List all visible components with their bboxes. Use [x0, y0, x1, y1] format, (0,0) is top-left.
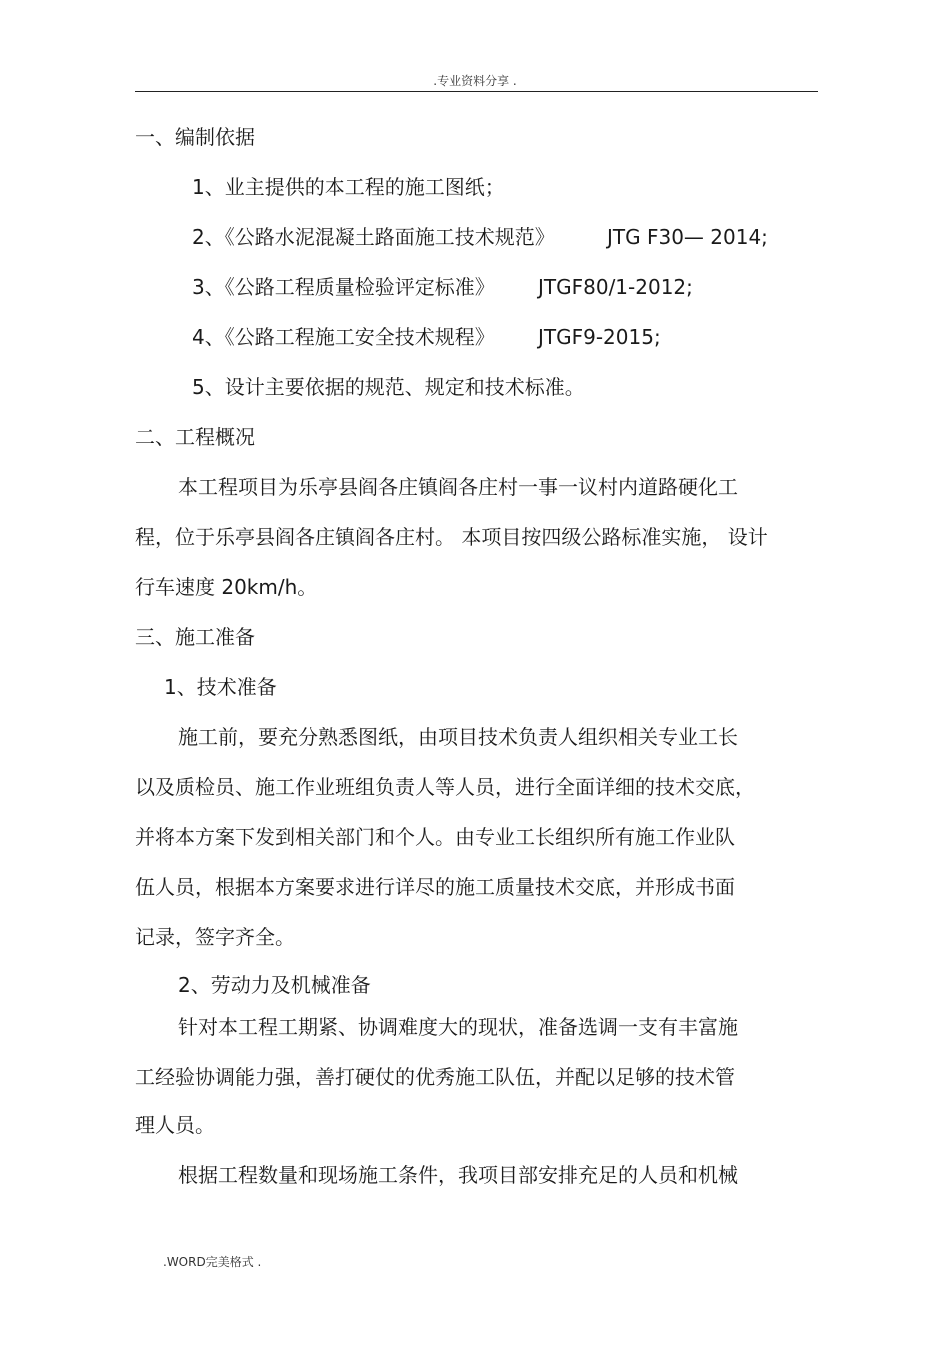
basis-item-4: 4、《公路工程施工安全技术规程》 [192, 325, 495, 349]
technical-line-4: 伍人员，根据本方案要求进行详尽的施工质量技术交底，并形成书面 [135, 875, 735, 899]
section-heading-overview: 二、工程概况 [135, 425, 255, 449]
labor-line-4: 根据工程数量和现场施工条件，我项目部安排充足的人员和机械 [178, 1163, 738, 1187]
technical-line-1: 施工前，要充分熟悉图纸，由项目技术负责人组织相关专业工长 [178, 725, 738, 749]
basis-item-1: 1、业主提供的本工程的施工图纸； [192, 175, 505, 199]
overview-line-2: 程，位于乐亭县阎各庄镇阎各庄村。 本项目按四级公路标准实施， 设计 [135, 525, 768, 549]
labor-line-1: 针对本工程工期紧、协调难度大的现状，准备选调一支有丰富施 [178, 1015, 738, 1039]
labor-line-3: 理人员。 [135, 1113, 215, 1137]
basis-item-2: 2、《公路水泥混凝土路面施工技术规范》 [192, 225, 555, 249]
basis-item-3-code: JTGF80/1-2012; [538, 275, 693, 299]
basis-item-4-code: JTGF9-2015; [538, 325, 661, 349]
technical-line-5: 记录，签字齐全。 [135, 925, 295, 949]
page-header: .专业资料分享 . [433, 74, 517, 88]
overview-line-3: 行车速度 20km/h。 [135, 575, 318, 599]
technical-line-3: 并将本方案下发到相关部门和个人。由专业工长组织所有施工作业队 [135, 825, 735, 849]
section-heading-basis: 一、编制依据 [135, 125, 255, 149]
technical-line-2: 以及质检员、施工作业班组负责人等人员，进行全面详细的技术交底， [135, 775, 755, 799]
subsection-heading-labor: 2、劳动力及机械准备 [178, 973, 371, 997]
overview-line-1: 本工程项目为乐亭县阎各庄镇阎各庄村一事一议村内道路硬化工 [178, 475, 738, 499]
page-footer: .WORD完美格式 . [163, 1255, 262, 1269]
basis-item-5: 5、设计主要依据的规范、规定和技术标准。 [192, 375, 585, 399]
subsection-heading-technical: 1、技术准备 [164, 675, 277, 699]
section-heading-preparation: 三、施工准备 [135, 625, 255, 649]
header-divider [135, 91, 818, 92]
labor-line-2: 工经验协调能力强，善打硬仗的优秀施工队伍，并配以足够的技术管 [135, 1065, 735, 1089]
basis-item-2-code: JTG F30— 2014; [607, 225, 768, 249]
basis-item-3: 3、《公路工程质量检验评定标准》 [192, 275, 495, 299]
